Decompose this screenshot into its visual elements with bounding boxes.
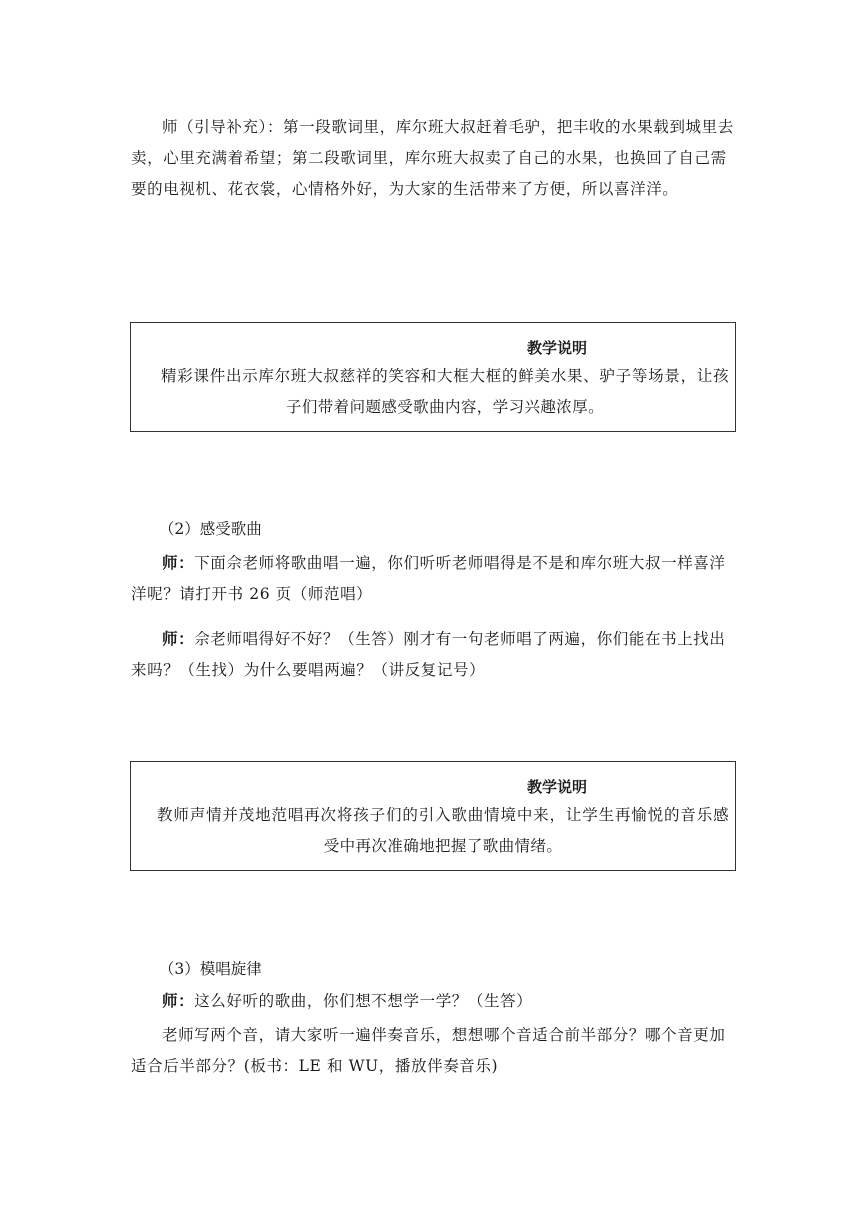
teaching-note-box-1 bbox=[130, 322, 736, 432]
teaching-note-title: 教学说明 bbox=[527, 778, 588, 796]
paragraph-text: 下面佘老师将歌曲唱一遍，你们听听老师唱得是不是和库尔班大叔一样喜洋洋呢？请打开书 26 页（师范唱） bbox=[131, 554, 726, 603]
teaching-note-box-2 bbox=[130, 761, 736, 871]
speaker-label: 师： bbox=[162, 992, 195, 1010]
section-heading-feel-song: （2）感受歌曲 bbox=[158, 520, 262, 538]
speaker-label: 师： bbox=[162, 554, 195, 572]
speaker-label: 师： bbox=[162, 630, 195, 648]
teaching-note-body: 教师声情并茂地范唱再次将孩子们的引入歌曲情境中来，让学生再愉悦的音乐感受中再次准确地把握了歌曲情绪。 bbox=[157, 806, 729, 855]
teaching-note-title: 教学说明 bbox=[527, 339, 588, 357]
paragraph-text: 这么好听的歌曲，你们想不想学一学？（生答） bbox=[194, 992, 533, 1010]
teaching-note-body: 精彩课件出示库尔班大叔慈祥的笑容和大框大框的鲜美水果、驴子等场景，让孩子们带着问题感受歌曲内容，学习兴趣浓厚。 bbox=[161, 367, 729, 416]
paragraph-teacher-question bbox=[131, 624, 741, 686]
section-heading-hum-melody: （3）模唱旋律 bbox=[158, 960, 262, 978]
paragraph-teacher-sing bbox=[131, 548, 741, 610]
paragraph-text: 佘老师唱得好不好？（生答）刚才有一句老师唱了两遍，你们能在书上找出来吗？（生找）为什么要唱两遍？（讲反复记号） bbox=[131, 630, 726, 679]
paragraph-teacher-ask bbox=[131, 986, 741, 1017]
paragraph-teacher-guidance: 师（引导补充）：第一段歌词里，库尔班大叔赶着毛驴，把丰收的水果载到城里去卖，心里充满着希望；第二段歌词里，库尔班大叔卖了自己的水果，也换回了自己需要的电视机、花衣裳，心情格外好，为大家的生活带来了方便，所以喜洋洋。 bbox=[131, 118, 734, 198]
paragraph-teacher-notes: 老师写两个音，请大家听一遍伴奏音乐，想想哪个音适合前半部分？哪个音更加适合后半部分？(板书：LE 和 WU，播放伴奏音乐) bbox=[131, 1026, 726, 1075]
